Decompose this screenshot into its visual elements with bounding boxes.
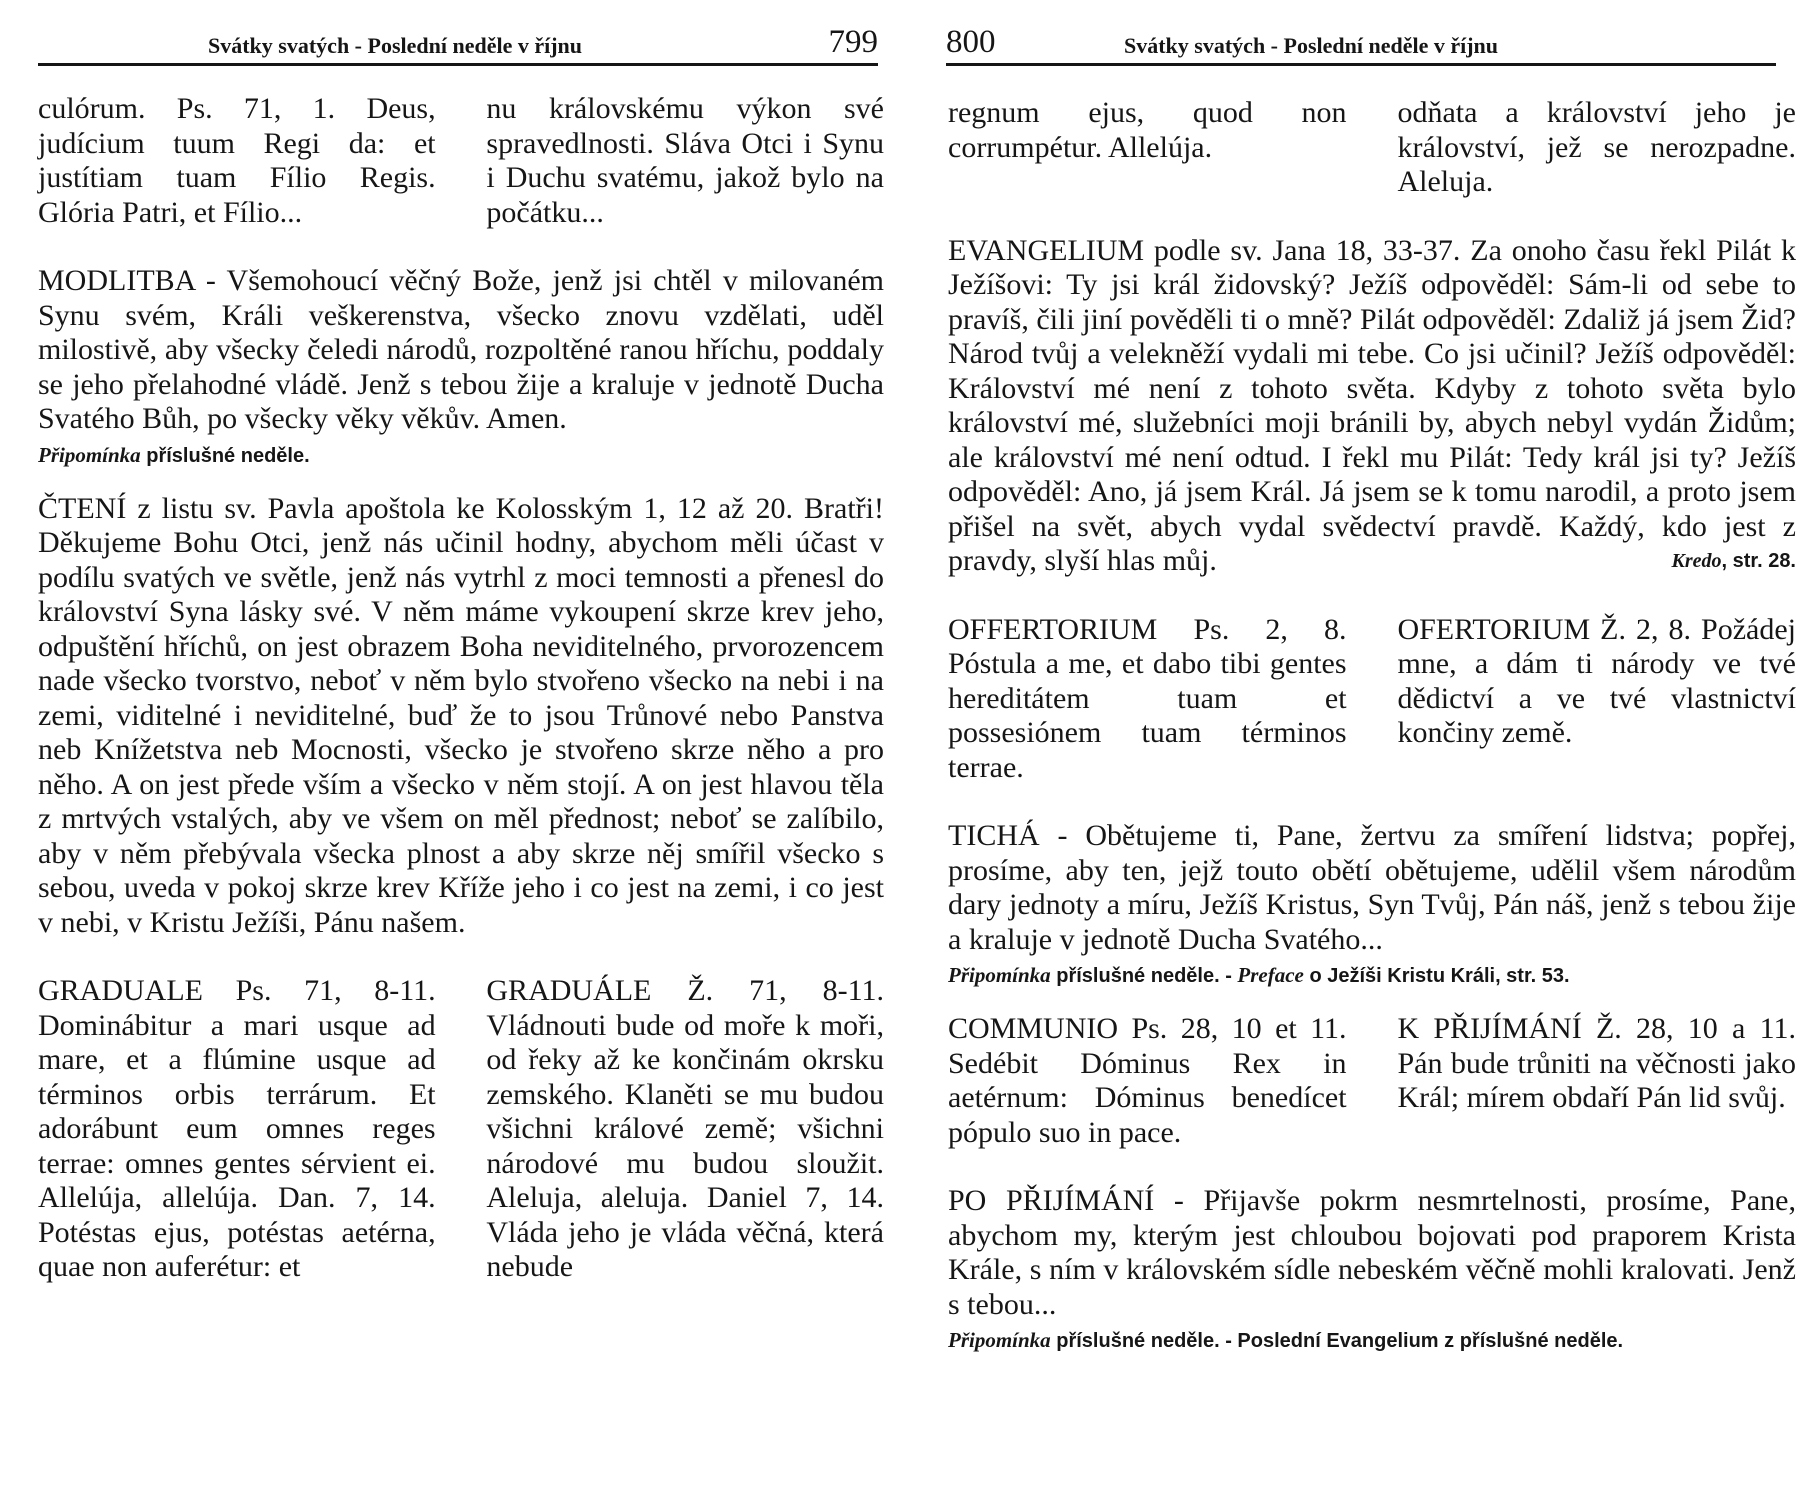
note-text: příslušné neděle.: [146, 444, 310, 467]
evangelium-body: EVANGELIUM podle sv. Jana 18, 33-37. Za onoho času řekl Pilát k Ježíšovi: Ty jsi král židovský? Ježíš odpověděl: Sám-li od sebe to pravíš, čili jiní pověděli ti o mně? Pilát odpověděl: Zdaliž já jsem Žid? Národ tvůj a velekněží vydali mi tebe. Co jsi učinil? Ježíš odpověděl: Království mé není z tohoto světa. Kdyby z tohoto světa bylo království mé, služebníci moji bránili by, abych nebyl vydán Židům; ale království mé není odtud. I řekl mu Pilát: Tedy král jsi ty? Ježíš odpověděl: Ano, já jsem Král. Já jsem se k tomu narodil, a proto jsem přišel na svět, abych vydal svědectví pravdě. Každý, kdo jest z pravdy, slyší hlas můj.: [948, 233, 1796, 577]
communio-columns: [948, 1012, 1796, 1150]
intro-columns: [948, 96, 1796, 200]
running-title: Svátky svatých - Poslední neděle v říjnu: [208, 33, 583, 58]
note-label-preface: Preface: [1237, 963, 1304, 987]
po-prijimani-text: PO PŘIJÍMÁNÍ - Přijavše pokrm nesmrtelnosti, prosíme, Pane, abychom my, kterým jest chloubou bojovati pod praporem Krista Krále, s ním v královském sídle nebeském věčně mohli kralovati. Jenž s tebou...: [948, 1184, 1796, 1321]
running-title: Svátky svatých - Poslední neděle v říjnu: [1124, 33, 1499, 58]
graduale-czech: GRADUÁLE Ž. 71, 8-11. Vládnouti bude od moře k moři, od řeky až ke končinám okrsku zemského. Klaněti se mu budou všichni králové země; všichni národové mu budou sloužit. Aleluja, aleluja. Daniel 7, 14. Vláda jeho je vláda věčná, která nebude: [486, 974, 884, 1283]
modlitba-text: MODLITBA - Všemohoucí věčný Bože, jenž jsi chtěl v milovaném Synu svém, Králi veškerenstva, všecko znovu vzdělati, uděl milostivě, aby všecky čeledi národů, rozpoltěné ranou hříchu, poddaly se jeho přelahodné vládě. Jenž s tebou žije a kraluje v jednotě Ducha Svatého Bůh, po všecky věky věkův. Amen.: [38, 264, 884, 435]
note-text-preface: o Ježíši Kristu Králi, str. 53.: [1309, 965, 1570, 987]
po-prijimani-section: [948, 1184, 1796, 1353]
graduale-latin: GRADUALE Ps. 71, 8-11. Dominábitur a mari usque ad mare, et a flúmine usque ad términos orbis terrárum. Et adorábunt eum omnes reges terrae: omnes gentes sérvient ei. Allelúja, allelúja. Dan. 7, 14. Potéstas ejus, potéstas aetérna, quae non auferétur: et: [38, 974, 436, 1283]
ticha-text: TICHÁ - Obětujeme ti, Pane, žertvu za smíření lidstva; popřej, prosíme, aby ten, jejž touto obětí obětujeme, udělil všem národům dary jednoty a míru, Ježíš Kristus, Syn Tvůj, Pán náš, jenž s tebou žije a kraluje v jednotě Ducha Svatého...: [948, 819, 1796, 956]
left-page-header: [38, 14, 878, 66]
left-page-body: [38, 92, 884, 1309]
header-rule: [38, 63, 878, 66]
ticha-section: [948, 819, 1796, 988]
note-label: Připomínka: [948, 1328, 1051, 1352]
page-number: 799: [828, 24, 878, 60]
note-label: Připomínka: [38, 442, 141, 467]
intro-czech: odňata a království jeho je království, jež se nerozpadne. Aleluja.: [1397, 96, 1796, 198]
intro-latin: culórum. Ps. 71, 1. Deus, judícium tuum Regi da: et justítiam tuam Fílio Regis. Glória Patri, et Fílio...: [38, 92, 436, 229]
kredo-page: , str. 28.: [1721, 550, 1796, 572]
communio-latin: COMMUNIO Ps. 28, 10 et 11. Sedébit Dóminus Rex in aetérnum: Dóminus benedícet pópulo suo in pace.: [948, 1012, 1347, 1149]
offertorium-latin: OFFERTORIUM Ps. 2, 8. Póstula a me, et dabo tibi gentes hereditátem tuam et possesiónem tuam términos terrae.: [948, 612, 1347, 784]
intro-columns: [38, 92, 884, 230]
evangelium-text: [948, 234, 1796, 579]
intro-czech: nu královskému výkon své spravedlnosti. Sláva Otci i Synu i Duchu svatému, jakož bylo na počátku...: [486, 92, 884, 229]
graduale-columns: [38, 974, 884, 1285]
communio-czech: K PŘIJÍMÁNÍ Ž. 28, 10 a 11. Pán bude trůniti na věčnosti jako Král; mírem obdaří Pán lid svůj.: [1397, 1012, 1796, 1114]
header-rule: [946, 63, 1776, 66]
ticha-note: [948, 963, 1796, 988]
right-page-header: [946, 14, 1776, 66]
offertorium-czech: OFERTORIUM Ž. 2, 8. Požádej mne, a dám ti národy ve tvé dědictví a ve tvé vlastnictví končiny země.: [1397, 612, 1796, 749]
po-prijimani-note: [948, 1328, 1796, 1353]
note-text: příslušné neděle. - Poslední Evangelium z příslušné neděle.: [1056, 1330, 1624, 1352]
modlitba-note: [38, 443, 884, 468]
right-page: [906, 0, 1812, 1500]
page-number: 800: [946, 24, 996, 60]
note-text: příslušné neděle. -: [1056, 965, 1232, 987]
evangelium-section: [948, 234, 1796, 579]
intro-latin: regnum ejus, quod non corrumpétur. Allelúja.: [948, 96, 1347, 164]
modlitba-section: [38, 264, 884, 468]
kredo-label: Kredo: [1671, 550, 1722, 572]
cteni-section: [38, 492, 884, 941]
right-page-body: [948, 96, 1796, 1377]
kredo-reference: [1672, 544, 1797, 579]
cteni-text: ČTENÍ z listu sv. Pavla apoštola ke Kolosským 1, 12 až 20. Bratři! Děkujeme Bohu Otci, jenž nás učinil hodny, abychom měli účast v podílu svatých ve světle, jenž nás vytrhl z moci temnosti a přenesl do království Syna lásky své. V něm máme vykoupení skrze krev jeho, odpuštění hříchů, on jest obrazem Boha neviditelného, prvorozencem nade všecko tvorstvo, neboť v něm bylo stvořeno všecko na nebi i na zemi, viditelné i neviditelné, buď že to jsou Trůnové nebo Panstva neb Knížetstva neb Mocnosti, všecko je stvořeno skrze něho a pro něho. A on jest přede vším a všecko v něm stojí. A on jest hlavou těla z mrtvých vstalých, aby ve všem on měl přednost; neboť se zalíbilo, aby v něm přebývala všecka plnost a aby skrze něj smířil všecko s sebou, uveda v pokoj skrze krev Kříže jeho i co jest na zemi, i co jest v nebi, v Kristu Ježíši, Pánu našem.: [38, 491, 884, 939]
note-label: Připomínka: [948, 963, 1051, 987]
offertorium-columns: [948, 613, 1796, 786]
